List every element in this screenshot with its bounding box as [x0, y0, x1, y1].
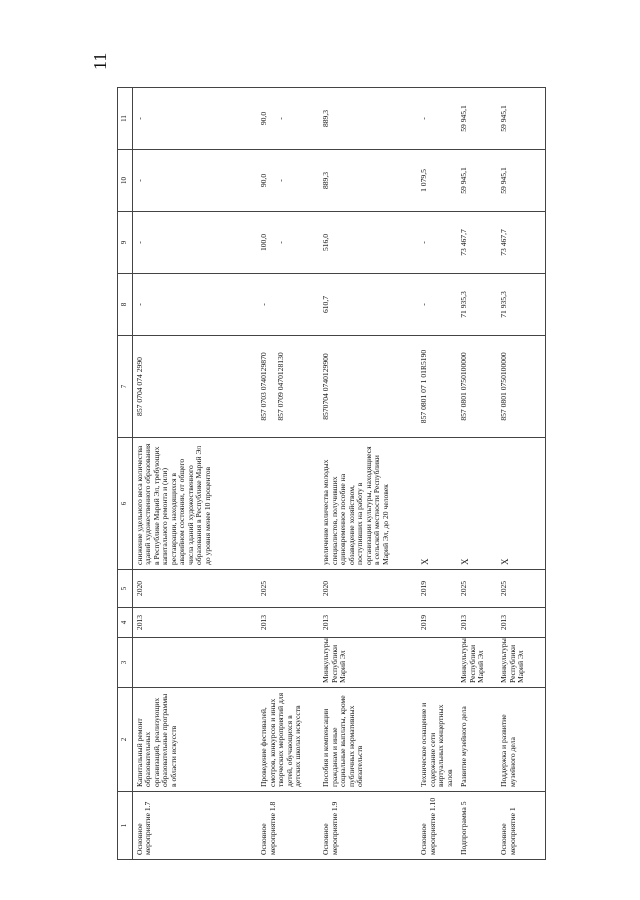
- measure-description: Капитальный ремонт образовательных организаций, реализующих образовательные программы в области искусств: [132, 688, 257, 792]
- end-year: 2025: [457, 570, 497, 608]
- value-line: 90,0: [259, 173, 269, 188]
- value-col-8: [417, 274, 457, 336]
- value-line: -: [419, 117, 429, 120]
- measure-description: Техническое оснащение и содержание сети виртуальных концертных залов: [417, 688, 457, 792]
- value-line: 59 945,1: [499, 167, 509, 194]
- value-col-10: [417, 150, 457, 212]
- value-line: -: [275, 117, 285, 120]
- value-col-11: [257, 88, 319, 150]
- measure-description: Развитие музейного дела: [457, 688, 497, 792]
- table-row: [497, 88, 545, 860]
- value-col-9: [257, 212, 319, 274]
- value-col-10: [497, 150, 545, 212]
- header-col-5: 5: [118, 570, 133, 608]
- value-line: -: [259, 303, 269, 306]
- responsible-executor: [257, 638, 319, 688]
- measure-name: Основное мероприятие 1.8: [257, 792, 319, 860]
- header-col-10: 10: [118, 150, 133, 212]
- value-col-9: [457, 212, 497, 274]
- measure-description: Проведение фестивалей, смотров, конкурсов и иных творческих мероприятий для детей, обучающихся в детских школах искусств: [257, 688, 319, 792]
- budget-code-line: 8570704 0740129900: [321, 353, 331, 420]
- table-row: [417, 88, 457, 860]
- end-year: 2025: [497, 570, 545, 608]
- expected-result: увеличение количества молодых специалистов, получивших единовременное пособие на обзаведение хозяйством, поступивших на работу в организации культуры, находящиеся в сельской местности Республики Марий Эл, до 20 человек: [319, 438, 417, 570]
- value-line: -: [419, 241, 429, 244]
- responsible-executor: [132, 638, 257, 688]
- header-col-9: 9: [118, 212, 133, 274]
- measure-description: Пособия и компенсации гражданам и иные социальные выплаты, кроме публичных нормативных обязательств: [319, 688, 417, 792]
- rotated-table-container: [117, 88, 553, 860]
- value-line: 59 945,1: [459, 167, 469, 194]
- responsible-executor: Минкультуры Республики Марий Эл: [319, 638, 417, 688]
- header-col-6: 6: [118, 438, 133, 570]
- value-line: -: [134, 241, 144, 244]
- header-col-3: 3: [118, 638, 133, 688]
- table-row: [257, 88, 319, 860]
- budget-code: [132, 336, 257, 438]
- responsible-executor: Минкультуры Республики Марий Эл: [497, 638, 545, 688]
- value-line: 100,0: [259, 233, 269, 252]
- budget-code: [497, 336, 545, 438]
- value-col-9: [319, 212, 417, 274]
- page-number: 11: [90, 52, 110, 70]
- value-line: 1 079,5: [419, 169, 429, 192]
- value-col-11: [417, 88, 457, 150]
- end-year: 2025: [257, 570, 319, 608]
- start-year: 2013: [257, 608, 319, 638]
- measure-description: Поддержка и развитие музейного дела: [497, 688, 545, 792]
- expected-result: снижение удельного веса количества зданий художественного образования в Республике Марий Эл, требующих капитального ремонта и (или) реставрации, находящихся в аварийном состоянии, от общего числа зданий художественного образования в Республике Марий Эл до уровня менее 10 процентов: [132, 438, 257, 570]
- table-row: [319, 88, 417, 860]
- value-line: -: [134, 117, 144, 120]
- value-col-10: [132, 150, 257, 212]
- budget-code-line: 857 0703 0740129870: [259, 352, 269, 421]
- table-row: [457, 88, 497, 860]
- budget-code: [417, 336, 457, 438]
- measure-name: Подпрограмма 5: [457, 792, 497, 860]
- value-line: 59 945,1: [499, 105, 509, 132]
- budget-code-line: 857 0704 074 2990: [134, 357, 144, 416]
- value-col-8: [319, 274, 417, 336]
- start-year: 2013: [457, 608, 497, 638]
- value-col-9: [132, 212, 257, 274]
- value-col-10: [457, 150, 497, 212]
- value-col-11: [319, 88, 417, 150]
- value-col-8: [457, 274, 497, 336]
- start-year: 2013: [319, 608, 417, 638]
- budget-code-line: 857 0801 0750100000: [459, 352, 469, 421]
- value-line: -: [275, 241, 285, 244]
- end-year: 2020: [132, 570, 257, 608]
- header-col-4: 4: [118, 608, 133, 638]
- value-col-10: [319, 150, 417, 212]
- value-line: 71 935,3: [459, 291, 469, 318]
- value-col-11: [457, 88, 497, 150]
- value-line: 889,3: [321, 171, 331, 190]
- expected-result: X: [457, 438, 497, 570]
- budget-code: [319, 336, 417, 438]
- budget-code-line: 857 0801 07 1 01R5190: [419, 349, 429, 424]
- measure-name: Основное мероприятие 1: [497, 792, 545, 860]
- value-line: 73 467,7: [459, 229, 469, 256]
- budget-code-line: 857 0709 0470128130: [275, 352, 285, 421]
- value-col-11: [497, 88, 545, 150]
- value-line: 516,0: [321, 233, 331, 252]
- header-row: [118, 88, 133, 860]
- expected-result: X: [417, 438, 457, 570]
- header-col-7: 7: [118, 336, 133, 438]
- value-col-11: [132, 88, 257, 150]
- value-col-9: [497, 212, 545, 274]
- table-row: [132, 88, 257, 860]
- end-year: 2019: [417, 570, 457, 608]
- start-year: 2019: [417, 608, 457, 638]
- program-table: [117, 87, 546, 860]
- value-col-8: [257, 274, 319, 336]
- value-col-8: [497, 274, 545, 336]
- value-line: -: [419, 303, 429, 306]
- value-col-9: [417, 212, 457, 274]
- value-line: -: [275, 179, 285, 182]
- responsible-executor: Минкультуры Республики Марий Эл: [457, 638, 497, 688]
- value-line: 90,0: [259, 111, 269, 126]
- start-year: 2013: [132, 608, 257, 638]
- expected-result: [257, 438, 319, 570]
- measure-name: Основное мероприятие 1.7: [132, 792, 257, 860]
- value-line: 889,3: [321, 109, 331, 128]
- measure-name: Основное мероприятие 1.9: [319, 792, 417, 860]
- value-line: 59 945,1: [459, 105, 469, 132]
- budget-code: [457, 336, 497, 438]
- value-col-8: [132, 274, 257, 336]
- start-year: 2013: [497, 608, 545, 638]
- value-col-10: [257, 150, 319, 212]
- end-year: 2020: [319, 570, 417, 608]
- header-col-11: 11: [118, 88, 133, 150]
- value-line: 610,7: [321, 295, 331, 314]
- header-col-1: 1: [118, 792, 133, 860]
- value-line: 73 467,7: [499, 229, 509, 256]
- header-col-2: 2: [118, 688, 133, 792]
- header-col-8: 8: [118, 274, 133, 336]
- responsible-executor: [417, 638, 457, 688]
- budget-code-line: 857 0801 0750100000: [499, 352, 509, 421]
- value-line: -: [134, 303, 144, 306]
- value-line: -: [134, 179, 144, 182]
- measure-name: Основное мероприятие 1.10: [417, 792, 457, 860]
- expected-result: X: [497, 438, 545, 570]
- value-line: 71 935,3: [499, 291, 509, 318]
- budget-code: [257, 336, 319, 438]
